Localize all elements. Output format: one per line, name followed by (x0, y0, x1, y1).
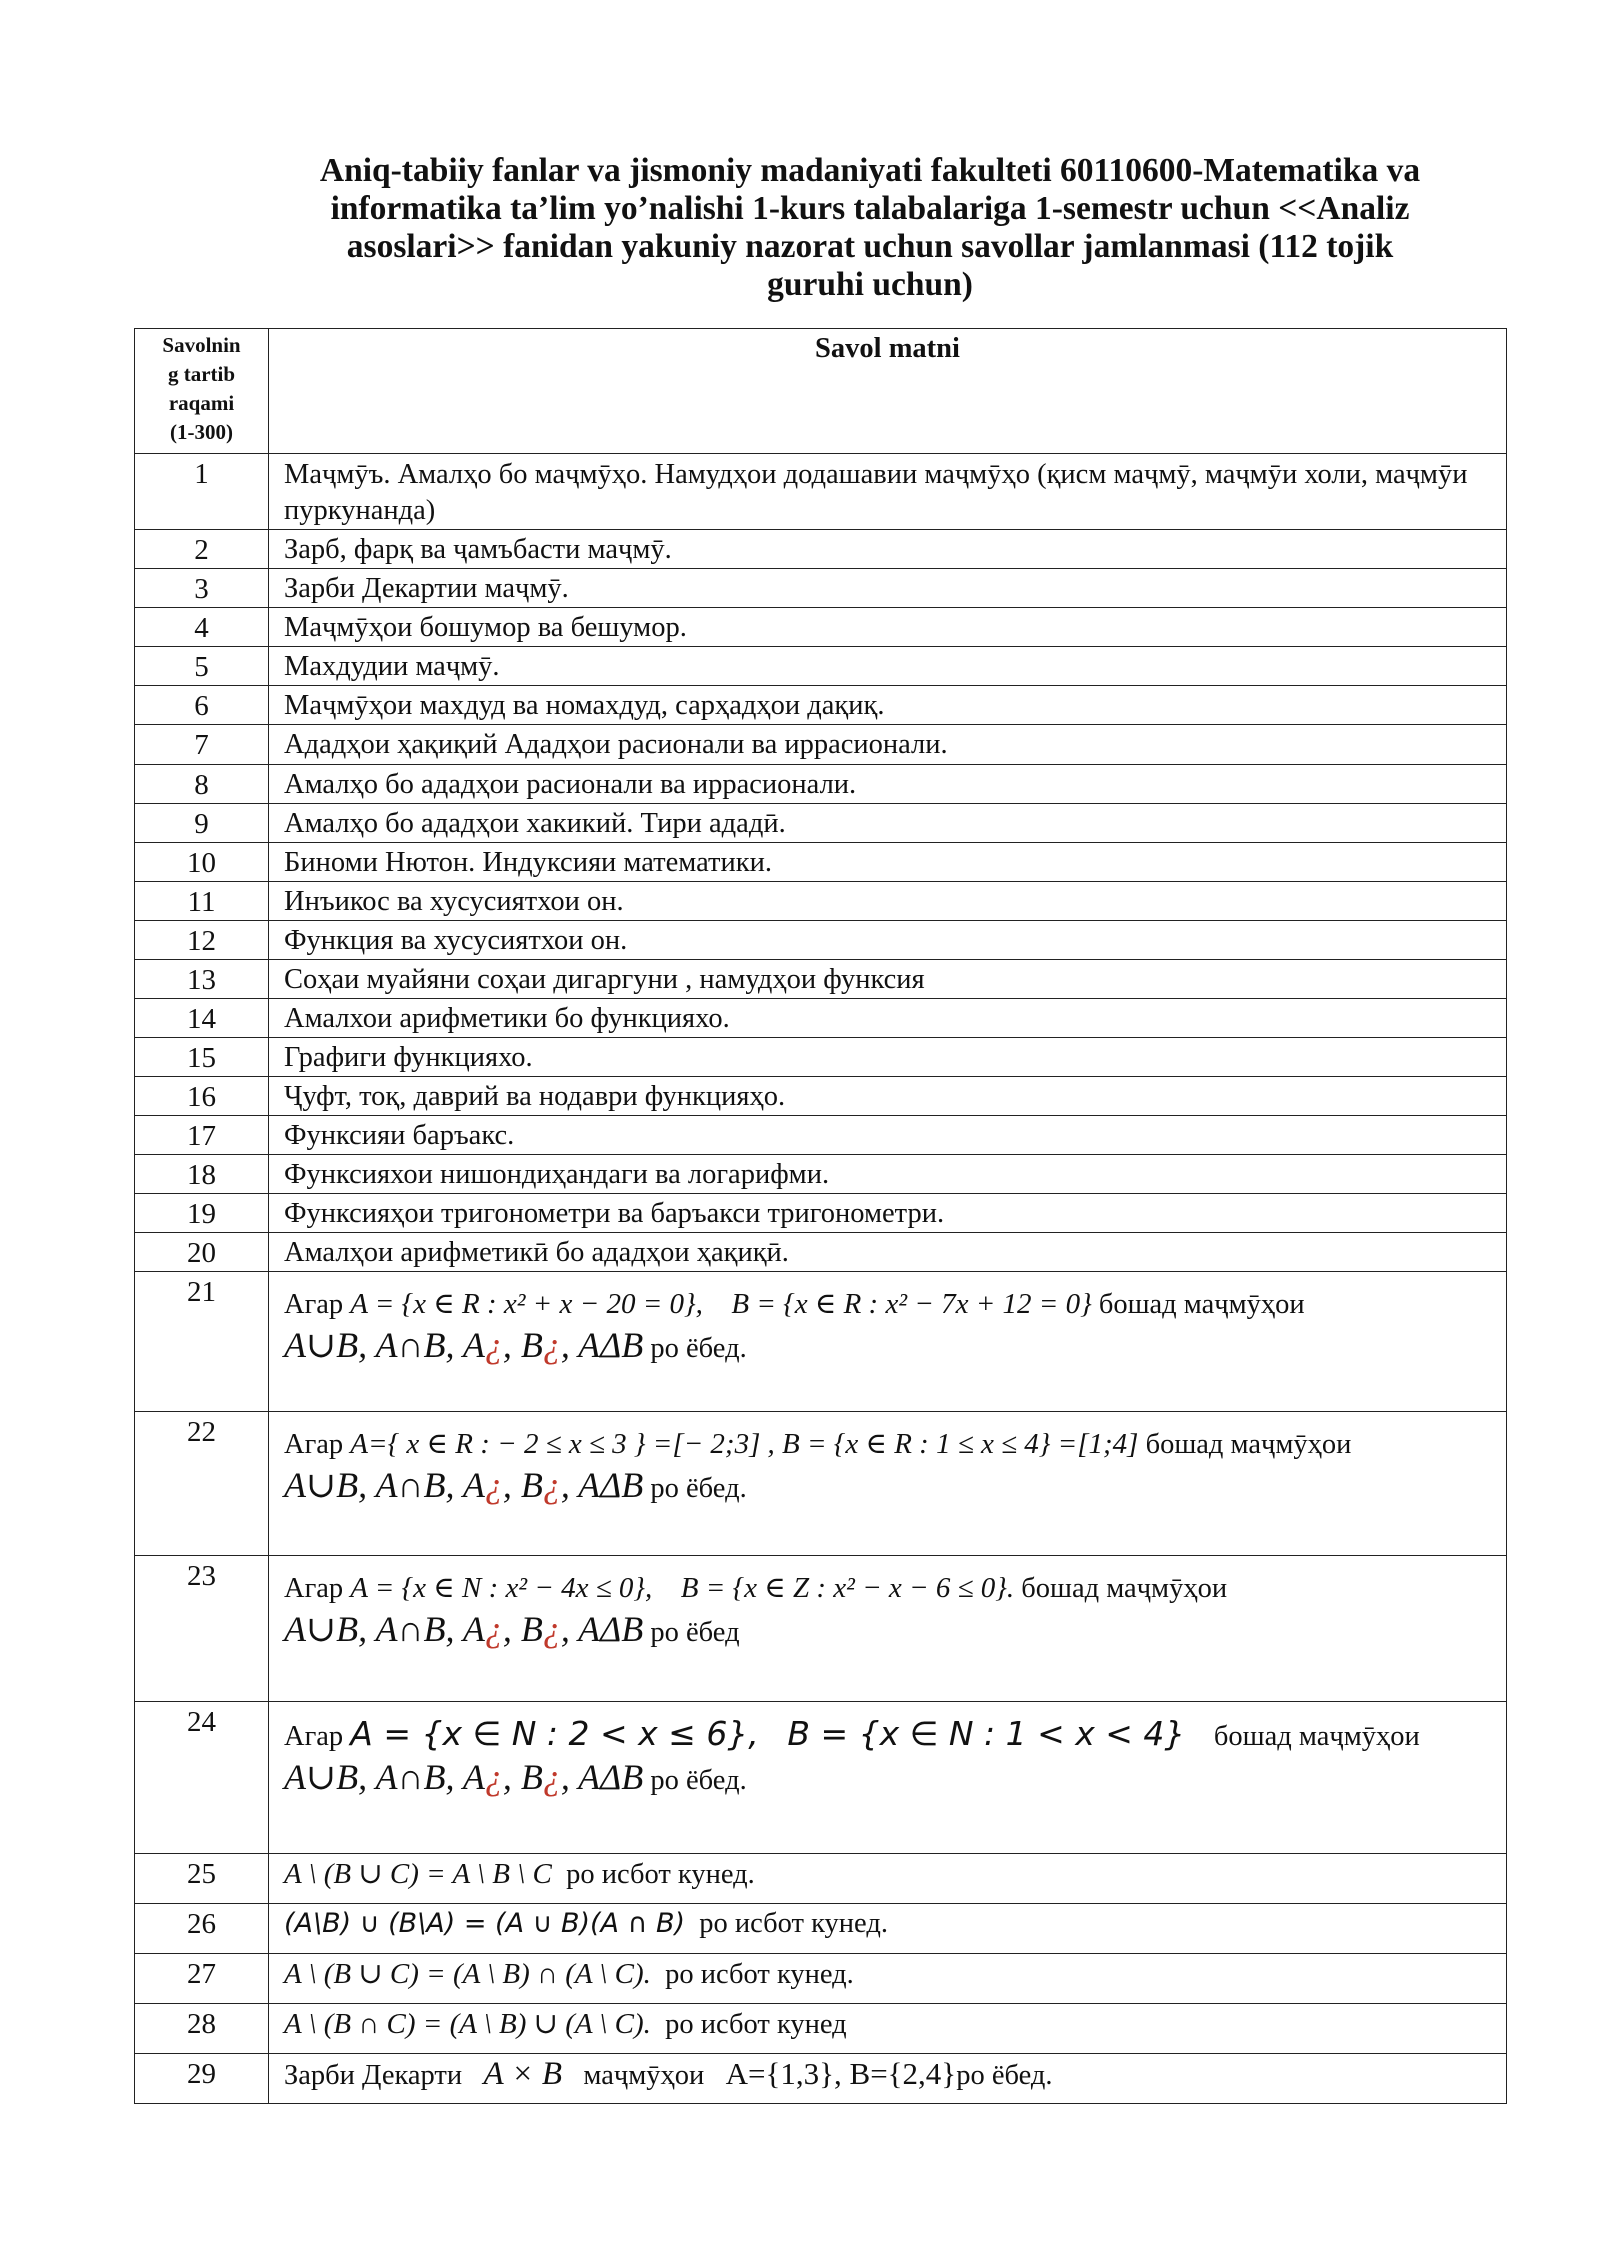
row-text: Махдудии маҷмӯ. (269, 647, 1507, 686)
row-number: 18 (135, 1155, 269, 1194)
table-row (135, 1272, 1507, 1412)
table-row (135, 1155, 1507, 1194)
row-text: Зарб, фарқ ва ҷамъбасти маҷмӯ. (269, 530, 1507, 569)
row-number: 28 (135, 2004, 269, 2054)
row-number: 25 (135, 1854, 269, 1904)
row-number: 10 (135, 843, 269, 882)
row-number: 7 (135, 725, 269, 765)
formula-a: A={ x ∈ R : − 2 ≤ x ≤ 3 } =[− 2;3] (350, 1428, 761, 1460)
formula-b: B = {x ∈ N : 1 < x < 4} (787, 1714, 1186, 1753)
formula: A \ (B ∪ C) = (A \ B) ∩ (A \ C). (284, 1958, 651, 1990)
table-row (135, 2054, 1507, 2104)
row-text: Биноми Нютон. Индуксияи математики. (269, 843, 1507, 882)
row-text: Функсияҳои тригонометри ва баръакси тригонометри. (269, 1194, 1507, 1233)
row-text: Функция ва хусусиятхои он. (269, 921, 1507, 960)
row-number: 26 (135, 1904, 269, 1954)
row-number: 2 (135, 530, 269, 569)
row-number: 14 (135, 999, 269, 1038)
table-row (135, 1412, 1507, 1556)
questions-table (134, 328, 1507, 2104)
title-line: asoslari>> fanidan yakuniy nazorat uchun savollar jamlanmasi (112 tojik (346, 228, 1394, 265)
table-row (135, 608, 1507, 647)
table-row (135, 1116, 1507, 1155)
formula-b: B = {x ∈ R : x² − 7x + 12 = 0} (731, 1288, 1092, 1320)
row-number: 15 (135, 1038, 269, 1077)
formula-a: A = {x ∈ R : x² + x − 20 = 0}, (350, 1288, 703, 1320)
row-text: Амалҳо бо ададҳои хакикий. Тири ададӣ. (269, 804, 1507, 843)
row-number: 17 (135, 1116, 269, 1155)
row-text: Графиги функцияхо. (269, 1038, 1507, 1077)
row-number: 1 (135, 454, 269, 530)
table-row (135, 882, 1507, 921)
row-text: Ҷуфт, тоқ, даврий ва нодаври функцияҳо. (269, 1077, 1507, 1116)
row-text: Инъикос ва хусусиятхои он. (269, 882, 1507, 921)
formula: A \ (B ∪ C) = A \ B \ C (284, 1858, 552, 1890)
row-number: 8 (135, 765, 269, 804)
title-line: Aniq-tabiiy fanlar va jismoniy madaniyati fakulteti 60110600-Matematika va (319, 152, 1421, 189)
row-text: Агар A = {x ∈ R : x² + x − 20 = 0}, B = {x ∈ R : x² − 7x + 12 = 0} бошад маҷмӯҳои A∪B, A∩B, A¿, B¿, AΔB ро ёбед. (269, 1272, 1507, 1412)
table-row (135, 1954, 1507, 2004)
table-row (135, 686, 1507, 725)
row-text: Маҷмӯҳои махдуд ва номахдуд, сарҳадҳои дақиқ. (269, 686, 1507, 725)
row-number: 16 (135, 1077, 269, 1116)
row-text: Амалҳои арифметикӣ бо ададҳои ҳақиқӣ. (269, 1233, 1507, 1272)
table-row (135, 1194, 1507, 1233)
row-text: Амалҳо бо ададҳои расионали ва иррасионали. (269, 765, 1507, 804)
row-number: 19 (135, 1194, 269, 1233)
set-ops: A∪B, A∩B, A (284, 1325, 485, 1365)
table-header-row (135, 329, 1507, 454)
formula-sets: A={1,3}, B={2,4} (725, 2056, 957, 2091)
row-text: A \ (B ∪ C) = A \ B \ C ро исбот кунед. (269, 1854, 1507, 1904)
table-row (135, 1702, 1507, 1854)
row-text: Агар A={ x ∈ R : − 2 ≤ x ≤ 3 } =[− 2;3] , B = {x ∈ R : 1 ≤ x ≤ 4} =[1;4] бошад маҷмӯҳои A∪B, A∩B, A¿, B¿, AΔB ро ёбед. (269, 1412, 1507, 1556)
table-row (135, 843, 1507, 882)
table-row (135, 960, 1507, 999)
row-number: 6 (135, 686, 269, 725)
table-row (135, 1854, 1507, 1904)
row-number: 23 (135, 1556, 269, 1702)
title-line: guruhi uchun) (767, 266, 973, 303)
header-number-cell: Savolnin g tartib raqami (1-300) (135, 329, 269, 454)
table-row (135, 530, 1507, 569)
row-text: A \ (B ∩ C) = (A \ B) ∪ (A \ C). ро исбот кунед (269, 2004, 1507, 2054)
formula: A \ (B ∩ C) = (A \ B) ∪ (A \ C). (284, 2008, 651, 2040)
row-number: 4 (135, 608, 269, 647)
row-text: Маҷмӯҳои бошумор ва бешумор. (269, 608, 1507, 647)
row-number: 24 (135, 1702, 269, 1854)
row-number: 20 (135, 1233, 269, 1272)
formula-b: B = {x ∈ Z : x² − x − 6 ≤ 0}. (680, 1572, 1015, 1604)
table-row (135, 804, 1507, 843)
set-ops: A∪B, A∩B, A (284, 1757, 485, 1797)
table-row (135, 765, 1507, 804)
table-row (135, 1556, 1507, 1702)
row-text: Функсияи баръакс. (269, 1116, 1507, 1155)
table-row (135, 2004, 1507, 2054)
formula-b: , B = {x ∈ R : 1 ≤ x ≤ 4} =[1;4] (767, 1428, 1139, 1460)
formula-a: A = {x ∈ N : x² − 4x ≤ 0}, (350, 1572, 653, 1604)
row-number: 22 (135, 1412, 269, 1556)
row-number: 5 (135, 647, 269, 686)
set-ops: A∪B, A∩B, A (284, 1465, 485, 1505)
table-row (135, 569, 1507, 608)
row-number: 11 (135, 882, 269, 921)
row-number: 29 (135, 2054, 269, 2104)
row-text: Маҷмӯъ. Амалҳо бо маҷмӯҳо. Намудҳои додашавии маҷмӯҳо (қисм маҷмӯ, маҷмӯи холи, маҷмӯи пуркунанда) (269, 454, 1507, 530)
row-text: Амалхои арифметики бо функцияхо. (269, 999, 1507, 1038)
formula: (A\B) ∪ (B\A) = (A ∪ B)(A ∩ B) (284, 1908, 686, 1939)
row-text: Функсияхои нишондиҳандаги ва логарифми. (269, 1155, 1507, 1194)
row-text: Агар A = {x ∈ N : x² − 4x ≤ 0}, B = {x ∈ Z : x² − x − 6 ≤ 0}. бошад маҷмӯҳои A∪B, A∩B, A¿, B¿, AΔB ро ёбед (269, 1556, 1507, 1702)
table-row (135, 1038, 1507, 1077)
set-ops: A∪B, A∩B, A (284, 1609, 485, 1649)
row-text: Зарби Декартии маҷмӯ. (269, 569, 1507, 608)
formula: A × B (483, 2056, 563, 2092)
row-number: 21 (135, 1272, 269, 1412)
table-row (135, 921, 1507, 960)
row-text: Агар A = {x ∈ N : 2 < x ≤ 6}, B = {x ∈ N : 1 < x < 4} бошад маҷмӯҳои A∪B, A∩B, A¿, B¿, AΔB ро ёбед. (269, 1702, 1507, 1854)
table-row (135, 1077, 1507, 1116)
row-text: Соҳаи муайяни соҳаи дигаргуни , намудҳои функсия (269, 960, 1507, 999)
page-title (230, 152, 1510, 304)
table-row (135, 647, 1507, 686)
row-text: Зарби Декарти A × B маҷмӯҳои A={1,3}, B={2,4}ро ёбед. (269, 2054, 1507, 2104)
row-text: Ададҳои ҳақиқий Ададҳои расионали ва иррасионали. (269, 725, 1507, 765)
row-text: A \ (B ∪ C) = (A \ B) ∩ (A \ C). ро исбот кунед. (269, 1954, 1507, 2004)
row-number: 9 (135, 804, 269, 843)
row-number: 13 (135, 960, 269, 999)
table-row (135, 1233, 1507, 1272)
row-number: 3 (135, 569, 269, 608)
table-row (135, 1904, 1507, 1954)
title-line: informatika ta’lim yo’nalishi 1-kurs talabalariga 1-semestr uchun <<Analiz (330, 190, 1410, 227)
row-number: 27 (135, 1954, 269, 2004)
row-number: 12 (135, 921, 269, 960)
table-row (135, 725, 1507, 765)
header-text-cell: Savol matni (269, 329, 1507, 454)
table-row (135, 454, 1507, 530)
formula-a: A = {x ∈ N : 2 < x ≤ 6}, (350, 1714, 759, 1753)
table-row (135, 999, 1507, 1038)
row-text: (A\B) ∪ (B\A) = (A ∪ B)(A ∩ B) ро исбот кунед. (269, 1904, 1507, 1954)
